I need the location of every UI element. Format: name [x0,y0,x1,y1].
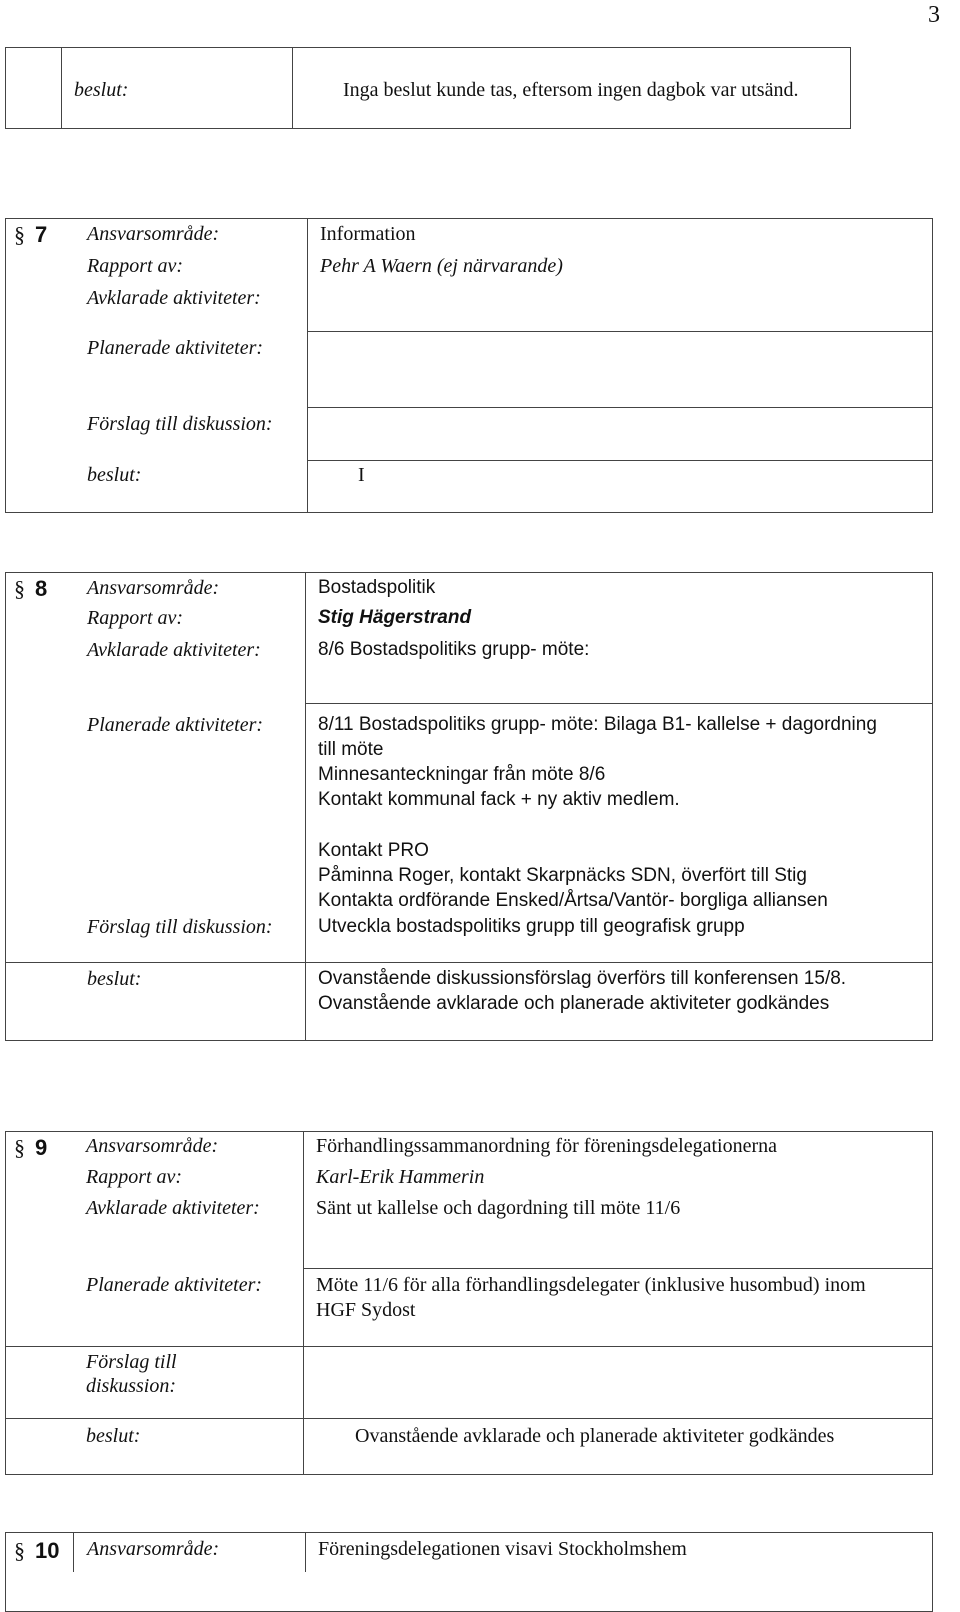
section-6-divider-1 [61,47,62,129]
section-9-avklarade-value: Sänt ut kallelse och dagordning till möte 11/6 [316,1197,681,1219]
section-7-rule-2 [307,407,933,408]
section-8-forslag-line-4: Utveckla bostadspolitiks grupp till geografisk grupp [318,916,745,937]
section-7-rule-1 [307,331,933,332]
section-8-planerade-label: Planerade aktiviteter: [87,714,264,736]
section-9-beslut-value: Ovanstående avklarade och planerade aktiviteter godkändes [355,1425,835,1447]
section-9-rule-1 [303,1268,933,1269]
section-7-rapport-value: Pehr A Waern (ej närvarande) [320,255,563,277]
section-7-beslut-value: I [358,464,365,486]
section-9-ansvar-value: Förhandlingssammanordning för föreningsdelegationerna [316,1135,777,1157]
section-9-avklarade-label: Avklarade aktiviteter: [86,1197,260,1219]
section-9-planerade-line-1: Möte 11/6 för alla förhandlingsdelegater (inklusive husombud) inom [316,1274,866,1296]
section-9-rule-3 [5,1418,933,1419]
section-8-ansvar-label: Ansvarsområde: [87,577,220,599]
section-number-9: 9 [35,1135,48,1160]
section-8-rule-2 [5,962,933,963]
section-8-planerade-line-1: 8/11 Bostadspolitiks grupp- möte: Bilaga B1- kallelse + dagordning [318,714,877,735]
section-symbol-8: § [14,576,25,601]
section-symbol-7: § [14,222,25,247]
section-9-rapport-value: Karl-Erik Hammerin [316,1166,485,1188]
section-7-ansvar-value: Information [320,223,416,245]
section-number-8: 8 [35,576,48,601]
section-8-ansvar-value: Bostadspolitik [318,577,436,598]
section-8-rapport-label: Rapport av: [87,607,184,629]
section-8-planerade-line-2: till möte [318,739,384,760]
section-7-heading [14,223,47,247]
section-9-rule-2 [5,1346,933,1347]
section-9-rapport-label: Rapport av: [86,1166,183,1188]
section-8-rapport-value: Stig Hägerstrand [318,607,472,628]
section-8-rule-1 [305,703,933,704]
section-8-beslut-label: beslut: [87,968,142,990]
section-7-beslut-label: beslut: [87,464,142,486]
section-7-rule-3 [307,460,933,461]
section-9-planerade-label: Planerade aktiviteter: [86,1274,263,1296]
section-8-planerade-line-3: Minnesanteckningar från möte 8/6 [318,764,606,785]
section-9-heading [14,1136,47,1160]
section-8-forslag-line-3: Kontakta ordförande Ensked/Årtsa/Vantör- borgliga alliansen [318,890,828,911]
section-9-divider [303,1131,304,1475]
section-8-avklarade-value: 8/6 Bostadspolitiks grupp- möte: [318,639,590,660]
section-7-divider [307,218,308,513]
section-8-beslut-line-2: Ovanstående avklarade och planerade aktiviteter godkändes [318,993,830,1014]
page-number: 3 [928,2,940,28]
section-symbol-10: § [14,1538,25,1563]
section-6-beslut-text: Inga beslut kunde tas, eftersom ingen dagbok var utsänd. [343,79,799,101]
section-symbol-9: § [14,1135,25,1160]
section-7-forslag-label: Förslag till diskussion: [87,413,273,435]
section-10-ansvar-value: Föreningsdelegationen visavi Stockholmshem [318,1538,687,1560]
section-8-heading [14,577,47,601]
section-number-10: 10 [35,1538,60,1563]
section-7-avklarade-label: Avklarade aktiviteter: [87,287,261,309]
section-6-divider-2 [292,47,293,129]
section-10-heading [14,1539,59,1563]
section-9-planerade-line-2: HGF Sydost [316,1299,416,1321]
section-7-ansvar-label: Ansvarsområde: [87,223,220,245]
section-9-forslag-label-line-2: diskussion: [86,1375,176,1397]
section-8-divider [305,572,306,1041]
section-8-forslag-line-1: Kontakt PRO [318,840,429,861]
section-10-divider-1 [73,1532,74,1572]
section-9-ansvar-label: Ansvarsområde: [86,1135,219,1157]
section-8-forslag-label: Förslag till diskussion: [87,916,273,938]
section-10-divider-2 [305,1532,306,1572]
section-10-ansvar-label: Ansvarsområde: [87,1538,220,1560]
section-6-beslut-label: beslut: [74,79,129,101]
section-7-rapport-label: Rapport av: [87,255,184,277]
section-9-forslag-label-line-1: Förslag till [86,1351,177,1373]
section-8-planerade-line-4: Kontakt kommunal fack + ny aktiv medlem. [318,789,680,810]
section-8-avklarade-label: Avklarade aktiviteter: [87,639,261,661]
section-number-7: 7 [35,222,48,247]
section-8-beslut-line-1: Ovanstående diskussionsförslag överförs till konferensen 15/8. [318,968,847,989]
section-7-planerade-label: Planerade aktiviteter: [87,337,264,359]
section-9-beslut-label: beslut: [86,1425,141,1447]
section-8-forslag-line-2: Påminna Roger, kontakt Skarpnäcks SDN, överfört till Stig [318,865,807,886]
